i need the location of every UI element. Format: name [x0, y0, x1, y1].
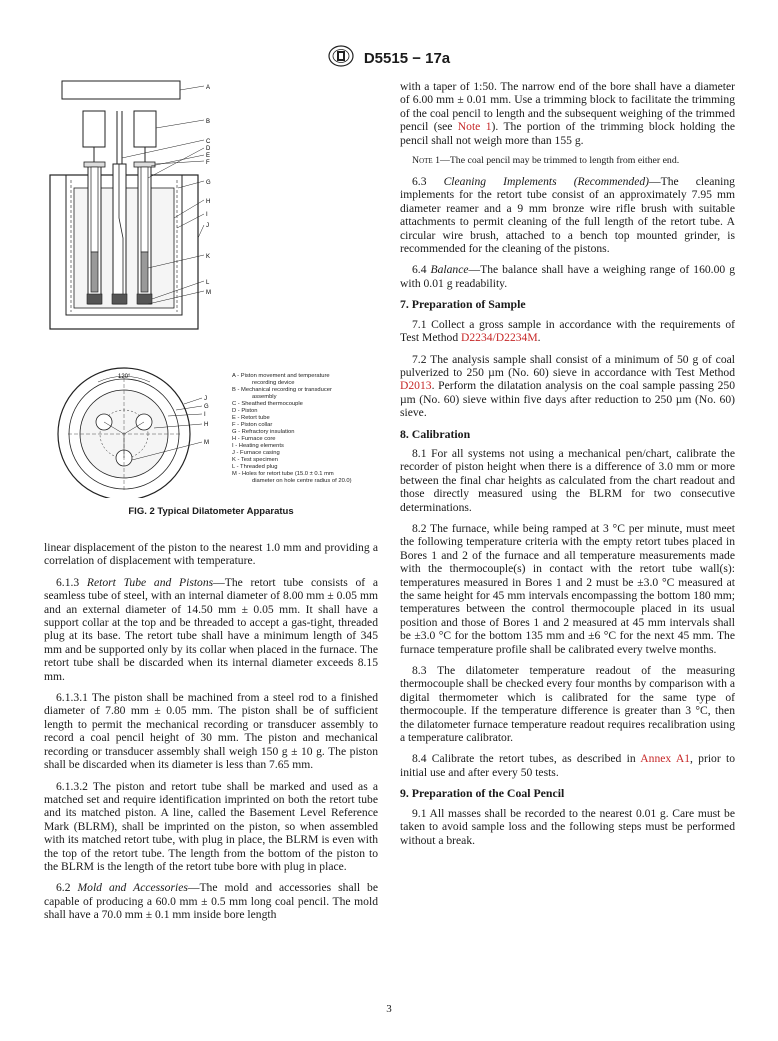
callout-m: M: [206, 290, 211, 296]
legend-item: I - Heating elements: [232, 443, 284, 449]
legend-item: recording device: [252, 380, 295, 386]
callout-j: J: [206, 223, 209, 229]
callout-a: A: [206, 85, 211, 91]
legend-item: diameter on hole centre radius of 20.0): [252, 478, 352, 484]
paragraph-6-2: 6.2 Mold and Accessories—The mold and accessories shall be capable of producing a 60.0 mm ± 0.5 mm long coal pencil. The mold shall have a 70.0 mm ± 0.1 mm inside bore length: [44, 881, 379, 922]
figure-caption: FIG. 2 Typical Dilatometer Apparatus: [128, 506, 294, 517]
test-specimen-left: [91, 252, 98, 292]
plan-callout-i: I: [204, 412, 206, 418]
paragraph-continued: with a taper of 1:50. The narrow end of the bore shall have a diameter of 6.00 mm ± 0.01 mm. Use a trimming block to facilitate the trimming of the coal pencil to length and the subsequent weighing of the trimmed pencil (see Note 1). The portion of the trimming block holding the pencil shall not weigh more than 155 g.: [400, 80, 736, 147]
legend-item: K - Test specimen: [232, 457, 278, 463]
angle-label: 120°: [118, 374, 131, 380]
page-number: 3: [386, 1003, 392, 1015]
legend-item: G - Refractory insulation: [232, 429, 295, 435]
callout-l: L: [206, 280, 210, 286]
legend-item: B - Mechanical recording or transducer: [232, 387, 332, 393]
callout-k: K: [206, 254, 211, 260]
paragraph-8-2: 8.2 The furnace, while being ramped at 3 °C per minute, must meet the following temperature criteria with the empty retort tubes placed in Bores 1 and 2 of the furnace and all temperature measurements made with the thermocouple(s) in contact with the retort tube wall(s): temperatures measured in Bores 1 and 2 must be ±3.0 °C measured at the same height for 45 mm intervals encompassing the bottom 180 mm; temperatures between the control thermocouple placed in its usual position and those of Bores 1 and 2 measured at 45 mm intervals shall be ±3.0 °C for the bottom 135 mm and ±6 °C for the next 45 mm. The furnace temperature profile shall be calibrated every twelve months.: [400, 521, 735, 656]
paragraph-6-1-3: 6.1.3 Retort Tube and Pistons—The retort tube consists of a seamless tube of steel, with an internal diameter of 8.00 mm ± 0.05 mm and an external diameter of 14.50 mm ± 0.05 mm. It shall have a support collar at the top and be threaded to accept a gas-tight, threaded plug at its base. The retort tube shall have a minimum length of 345 mm and be supported only by its collar when placed in the furnace. The retort tube shall be discarded when its internal diameter exceeds 8.15 mm.: [44, 575, 378, 683]
recording-device: [62, 81, 180, 99]
plan-callout-g: G: [204, 404, 209, 410]
plan-callout-j: J: [204, 396, 207, 402]
annex-a1-link[interactable]: Annex A1: [640, 752, 690, 766]
section-heading-8: 8. Calibration: [400, 426, 471, 441]
test-specimen-right: [141, 252, 148, 292]
paragraph-8-4: 8.4 Calibrate the retort tubes, as described in Annex A1, prior to initial use and after every 50 tests.: [400, 752, 735, 779]
plan-callout-m: M: [204, 440, 209, 446]
callout-c: C: [206, 139, 211, 145]
legend-item: M - Holes for retort tube (15.0 ± 0.1 mm: [232, 471, 334, 477]
paragraph-9-1: 9.1 All masses shall be recorded to the nearest 0.01 g. Care must be taken to avoid sample loss and the following steps must be performed without a break.: [400, 806, 735, 847]
paragraph-6-1-3-1: 6.1.3.1 The piston shall be machined from a steel rod to a finished diameter of 7.80 mm ± 0.05 mm. The piston shall be of sufficient length to permit the mechanical recording or transducer assembly to record a coal pencil height of 30 mm. The piston and mechanical recording or transducer assembly shall weigh 150 g ± 10 g. The piston shall be discarded when its diameter is less than 7.65 mm.: [44, 691, 378, 772]
paragraph-6-3: 6.3 Cleaning Implements (Recommended)—The cleaning implements for the retort tube consist of an approximately 7.95 mm diameter reamer and a 9 mm bronze wire rifle brush with suitable attachments to permit cleaning of the full length of the retort tube. A circular wire brush, attached to a bench top mounted grinder, is recommended for the cleaning of the pistons.: [400, 175, 735, 256]
callout-e: E: [206, 153, 211, 159]
callout-h: H: [206, 199, 211, 205]
paragraph-8-1: 8.1 For all systems not using a mechanical pen/chart, calibrate the recorder of piston height when there is a difference of 3.0 mm or more between the final char heights as calculated from the chart readout and those directly measured using the BLRM for two consecutive determinations.: [400, 446, 735, 514]
right-column: [400, 80, 735, 855]
section-heading-9: 9. Preparation of the Coal Pencil: [400, 786, 565, 801]
furnace-plan-view: [58, 368, 209, 498]
callout-d: D: [206, 146, 211, 152]
callout-f: F: [206, 160, 210, 166]
transducer-right: [134, 111, 156, 147]
section-heading-7: 7. Preparation of Sample: [400, 297, 526, 312]
legend-item: C - Sheathed thermocouple: [232, 401, 303, 407]
paragraph-6-4: 6.4 Balance—The balance shall have a weighing range of 160.00 g with 0.01 g readability.: [400, 263, 735, 290]
d2013-link[interactable]: D2013: [400, 379, 432, 393]
plan-callout-h: H: [204, 422, 209, 428]
paragraph-7-1: 7.1 Collect a gross sample in accordance with the requirements of Test Method D2234/D2234M.: [400, 317, 735, 345]
figure-legend: [232, 373, 382, 485]
legend-item: assembly: [252, 394, 277, 400]
legend-item: E - Retort tube: [232, 415, 270, 421]
paragraph: linear displacement of the piston to the nearest 1.0 mm and providing a correlation of displacement with temperature.: [44, 541, 378, 568]
left-column: [44, 541, 378, 930]
note-1-link[interactable]: Note 1: [457, 120, 492, 134]
legend-item: L - Threaded plug: [232, 464, 278, 470]
legend-item: J - Furnace casing: [232, 450, 280, 456]
d2234-link[interactable]: D2234/D2234M: [461, 331, 538, 345]
legend-item: A - Piston movement and temperature: [232, 373, 330, 379]
callout-b: B: [206, 119, 211, 125]
legend-item: F - Piston collar: [232, 422, 273, 428]
transducer-left: [83, 111, 105, 147]
paragraph-7-2: 7.2 The analysis sample shall consist of a minimum of 50 g of coal pulverized to 250 µm (No. 60) sieve in accordance with Test Method D2013. Perform the dilatation analysis on the coal sample passing 250 µm (No. 60) sieve within five days after reduction to 250 µm (No. 60) sieve.: [400, 352, 735, 420]
document-designation: D5515 − 17a: [363, 50, 451, 67]
callout-g: G: [206, 180, 211, 186]
note-1: Note 1—The coal pencil may be trimmed to length from either end.: [412, 155, 680, 167]
legend-item: D - Piston: [232, 408, 258, 414]
paragraph-6-1-3-2: 6.1.3.2 The piston and retort tube shall be marked and used as a matched set and require identification imprinted on both the retort tube and its matched piston. A line, called the Basement Level Reference Mark (BLRM), shall be imprinted on the piston, so when assembled with its matched retort tube, with plug in place, the BLRM is even with the top of the retort tube. The length from the bottom of the piston to the BLRM is the length of the retort tube bore with plug in place.: [44, 779, 378, 873]
paragraph-8-3: 8.3 The dilatometer temperature readout of the measuring thermocouple shall be checked every four months by comparison with a digital thermometer which is calibrated for the same type of thermocouple. If the temperature difference is greater than 3 °C, then the dilatometer furnace temperature readout requires recalibration using a temperature calibrator.: [400, 664, 735, 745]
callout-i: I: [206, 212, 208, 218]
legend-item: H - Furnace core: [232, 436, 276, 442]
